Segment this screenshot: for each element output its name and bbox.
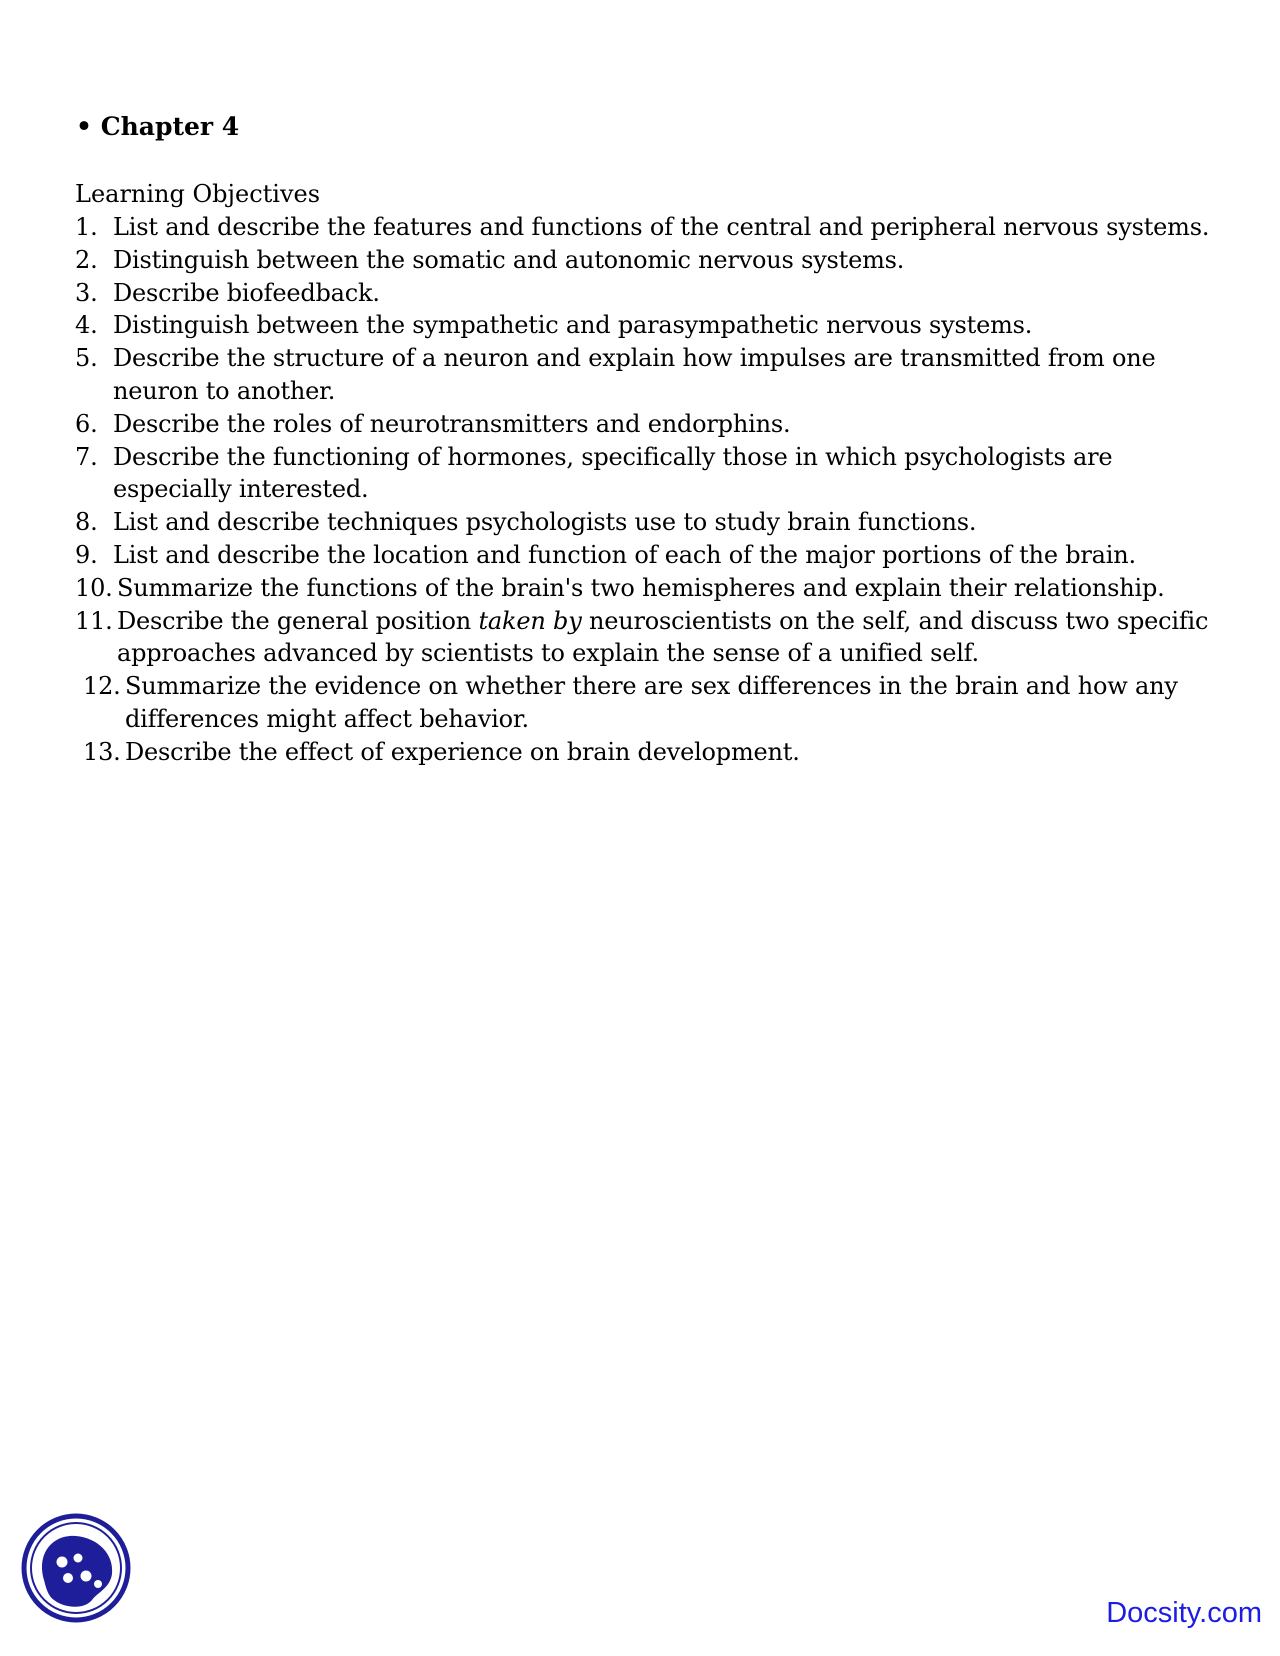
objective-item — [75, 572, 1225, 605]
objective-number: 5. — [75, 344, 98, 373]
objective-number: 9. — [75, 540, 98, 569]
objective-text: Distinguish between the sympathetic and parasympathetic nervous systems. — [113, 311, 1033, 340]
objective-item — [75, 506, 1225, 539]
objective-item — [75, 244, 1225, 277]
docsity-link[interactable]: Docsity.com — [1106, 1597, 1262, 1629]
learning-objectives-title: Learning Objectives — [75, 180, 321, 208]
objective-text: Describe the effect of experience on brain development. — [125, 737, 800, 766]
objective-number: 1. — [75, 213, 98, 241]
objective-number: 10. — [75, 573, 113, 602]
objective-text-after: neuroscientists on the self, and discuss two specific — [589, 606, 1209, 635]
objective-continuation: especially interested. — [113, 475, 369, 504]
docsity-logo-icon[interactable] — [20, 1512, 132, 1624]
objective-number: 11. — [75, 606, 113, 635]
chapter-heading — [76, 111, 239, 143]
objective-text: List and describe techniques psychologists use to study brain functions. — [113, 508, 977, 537]
objective-item — [75, 539, 1225, 572]
objective-number: 6. — [75, 409, 98, 438]
objective-text: Describe the structure of a neuron and explain how impulses are transmitted from one — [113, 344, 1156, 373]
objective-item — [83, 736, 1225, 769]
objective-item — [75, 277, 1225, 310]
objective-text: Describe the roles of neurotransmitters and endorphins. — [113, 409, 791, 438]
heading-bullet: • — [76, 112, 92, 141]
objective-item — [75, 441, 1225, 507]
objective-number: 2. — [75, 245, 98, 274]
objective-number: 12. — [83, 672, 121, 701]
objective-continuation: approaches advanced by scientists to explain the sense of a unified self. — [117, 639, 979, 668]
objective-item — [75, 211, 1225, 244]
objective-item — [75, 605, 1225, 671]
objective-text: List and describe the features and functions of the central and peripheral nervous systems. — [113, 213, 1210, 241]
objectives-list — [75, 211, 1225, 769]
objective-text: Distinguish between the somatic and autonomic nervous systems. — [113, 245, 905, 274]
objective-item — [75, 408, 1225, 441]
objective-text: Summarize the evidence on whether there are sex differences in the brain and how any — [125, 672, 1178, 701]
objective-text: Describe the functioning of hormones, specifically those in which psychologists are — [113, 442, 1113, 471]
objective-item — [75, 342, 1225, 408]
objective-number: 13. — [83, 737, 121, 766]
docsity-logo-graphic — [20, 1512, 132, 1624]
objective-number: 8. — [75, 508, 98, 537]
objective-continuation: neuron to another. — [113, 376, 336, 405]
objective-text: Summarize the functions of the brain's two hemispheres and explain their relationship. — [117, 573, 1165, 602]
objective-text: List and describe the location and function of each of the major portions of the brain. — [113, 540, 1136, 569]
objective-number: 4. — [75, 311, 98, 340]
objective-item — [75, 309, 1225, 342]
objective-number: 7. — [75, 442, 98, 471]
objective-number: 3. — [75, 278, 98, 307]
objective-continuation: differences might affect behavior. — [125, 704, 529, 733]
heading-text: Chapter 4 — [100, 112, 240, 141]
objective-text: Describe biofeedback. — [113, 278, 380, 307]
objective-text-italic: taken by — [478, 606, 582, 635]
objective-text-before: Describe the general position — [117, 606, 472, 635]
objective-item — [83, 670, 1225, 736]
